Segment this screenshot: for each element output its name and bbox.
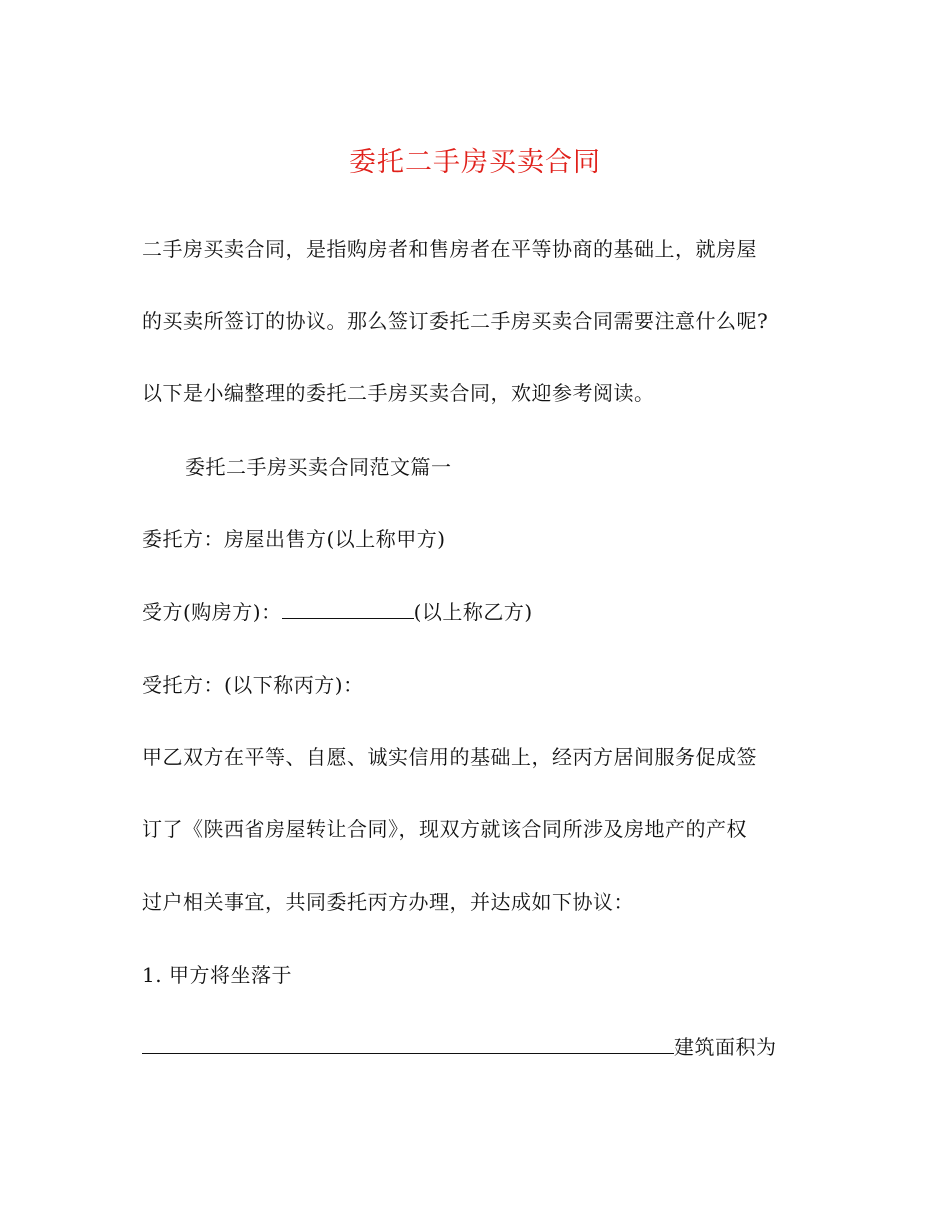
buyer-note: (以上称乙方) bbox=[413, 600, 533, 624]
intro-line-3: 以下是小编整理的委托二手房买卖合同，欢迎参考阅读。 bbox=[142, 381, 655, 405]
intro-line-1: 二手房买卖合同，是指购房者和售房者在平等协商的基础上，就房屋 bbox=[142, 237, 757, 261]
address-blank bbox=[142, 1035, 674, 1054]
clause-1-address-line bbox=[142, 1031, 777, 1060]
document-title: 委托二手房买卖合同 bbox=[349, 147, 601, 178]
buyer-name-blank bbox=[282, 600, 414, 619]
buyer-party-line bbox=[142, 596, 533, 625]
area-label: 建筑面积为 bbox=[674, 1035, 777, 1059]
section-heading: 委托二手房买卖合同范文篇一 bbox=[185, 455, 452, 479]
principal-party-line: 委托方：房屋出售方(以上称甲方) bbox=[142, 527, 446, 551]
agent-party-line: 受托方：(以下称丙方)： bbox=[142, 673, 364, 697]
body-line-2: 订了《陕西省房屋转让合同》，现双方就该合同所涉及房地产的产权 bbox=[142, 817, 747, 841]
body-line-3: 过户相关事宜，共同委托丙方办理，并达成如下协议： bbox=[142, 890, 634, 914]
body-line-1: 甲乙双方在平等、自愿、诚实信用的基础上，经丙方居间服务促成签 bbox=[142, 745, 757, 769]
intro-line-2: 的买卖所签订的协议。那么签订委托二手房买卖合同需要注意什么呢? bbox=[142, 309, 769, 333]
buyer-label: 受方(购房方)： bbox=[142, 600, 282, 624]
clause-1-line: 1. 甲方将坐落于 bbox=[142, 963, 292, 987]
